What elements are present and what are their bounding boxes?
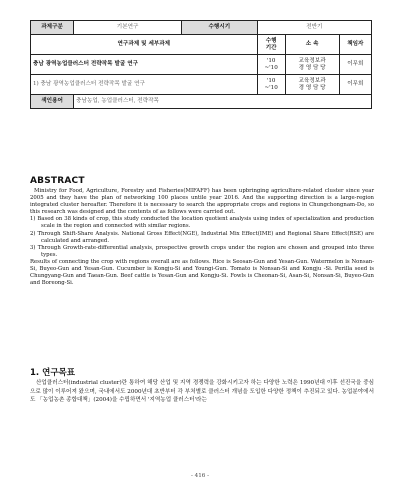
period-value: 전반기 [257, 21, 371, 35]
project-affiliation: 교육정보과 경 영 담 당 [285, 55, 339, 75]
sub-title: 1) 충남 광역농업클러스터 전략작목 발굴 연구 [31, 75, 258, 95]
header-affiliation: 소 속 [285, 35, 339, 55]
sub-duration: '10 ~'10 [257, 75, 285, 95]
abstract-title: ABSTRACT [30, 176, 85, 186]
header-project: 연구과제 및 세부과제 [31, 35, 258, 55]
keywords-label: 색인용어 [31, 95, 74, 109]
abstract-item-2: 2) Through Shift-Share Analysis. National Gross Effect(NGE), Industrial Mix Effect(IME) and Regional Share Effect(RSE) are calculated and arranged. [30, 230, 374, 244]
category-label: 과제구분 [31, 21, 74, 35]
category-value: 기본연구 [74, 21, 182, 35]
project-duration: '10 ~'10 [257, 55, 285, 75]
abstract-intro: Ministry for Food, Agriculture, Forestry and Fisheries(MIFAFF) has been upbringing agriculture-related cluster since year 2005 and they have the plan of networking 100 places untile year 2016. And the supporting direction is a large-region integrated cluster hereafter. Therefore it is necessary to search the appropriate crops and regions in Chungchongnam-Do, so this research was designed and the contents of as follows were carried out. [30, 188, 374, 216]
section-title: 1. 연구목표 [30, 368, 75, 378]
section-paragraph: 산업클러스터(industrial cluster)란 통하여 해당 산업 및 지역 경쟁력을 강화시키고자 하는 다양한 노력은 1990년대 이후 선진국을 중심으로 많이 이루어져 왔으며, 국내에서도 2000년대 초반부터 각 부처별로 클러스터 개념을 도입한 다양한 정책이 추진되고 있다. 농업분야에서도 「농업농촌 종합대책」(2004)을 수립하면서 '지역농업 클러스터'라는 [30, 380, 374, 404]
section-body [30, 379, 374, 405]
keywords-value: 충남농업, 농업클러스터, 전략작목 [74, 95, 372, 109]
abstract-item-1: 1) Based on 38 kinds of crop, this study conducted the location quotient analysis using index of specialization and production scale in the region and connected with similar regions. [30, 216, 374, 230]
sub-researcher: 이무희 [339, 75, 371, 95]
project-title: 충남 광역농업클러스터 전략작목 발굴 연구 [31, 55, 258, 75]
sub-affiliation: 교육정보과 경 영 담 당 [285, 75, 339, 95]
abstract-body [30, 188, 374, 287]
project-researcher: 이무희 [339, 55, 371, 75]
header-researcher: 책임자 [339, 35, 371, 55]
header-duration: 수행 기간 [257, 35, 285, 55]
project-info-table [30, 20, 372, 109]
page-number: - 416 - [190, 473, 209, 479]
abstract-results: Results of connecting the crop with regions overall are as follows. Rice is Seosan-Gun and Yesan-Gun. Watermelon is Nonsan-Si, Buyeo-Gun and Yesan-Gun. Cucumber is Kongju-Si and Youngi-Gun. Tomato is Nonsan-Si and Kongju -Si. Perilla seed is Chungyang-Gun and Taean-Gun. Beef cattle is Yesan-Gun and Kongju-Si. Fowls is Cheonan-Si, Asan-Si, Nonsan-Si, Buyeo-Gun and Boreong-Si. [30, 258, 374, 287]
period-label: 수행시기 [182, 21, 258, 35]
abstract-item-3: 3) Through Growth-rate-differential analysis, prospective growth crops under the region are chosen and grouped into three types. [30, 244, 374, 258]
